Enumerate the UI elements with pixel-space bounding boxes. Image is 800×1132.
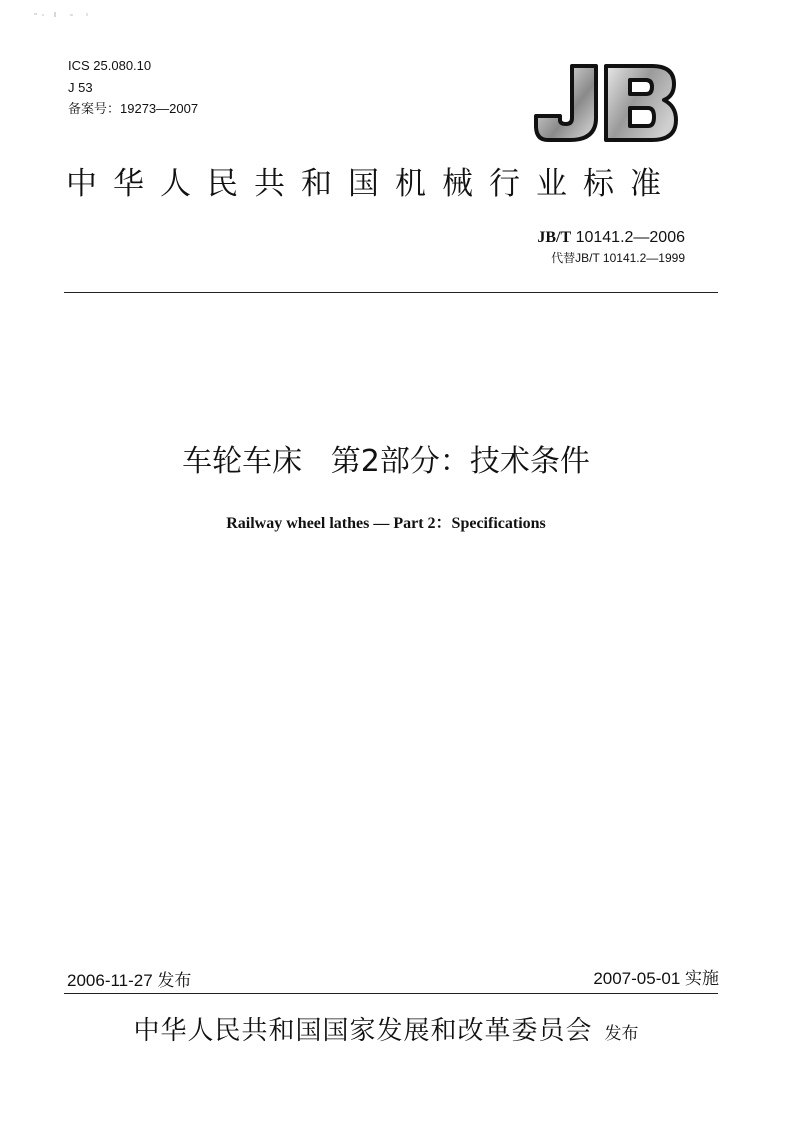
- effective-date: 2007-05-01 实施: [593, 969, 719, 988]
- standard-category-title: 中华人民共和国机械行业标准: [66, 166, 677, 202]
- standard-number: [537, 228, 685, 248]
- jb-logo: [534, 62, 679, 144]
- issue-date: 2006-11-27 发布: [67, 971, 192, 990]
- header-divider: [64, 292, 718, 293]
- standard-number-value: 10141.2—2006: [571, 229, 685, 246]
- document-title-chinese: 车轮车床 第2部分：技术条件: [182, 444, 590, 479]
- ics-code: ICS 25.080.10: [68, 58, 152, 73]
- issuing-authority: 中华人民共和国国家发展和改革委员会: [133, 1016, 593, 1046]
- filing-number: 备案号：19273—2007: [68, 101, 199, 116]
- document-title-english: Railway wheel lathes — Part 2：Specifications: [226, 515, 546, 532]
- classification-code: J 53: [68, 80, 93, 95]
- replaces-standard: 代替JB/T 10141.2—1999: [551, 251, 685, 265]
- footer-divider: [64, 993, 718, 994]
- standard-number-prefix: JB/T: [537, 229, 572, 246]
- scan-artifact: [30, 8, 110, 22]
- issue-action: 发布: [604, 1024, 639, 1044]
- issuer-line: [0, 1013, 772, 1052]
